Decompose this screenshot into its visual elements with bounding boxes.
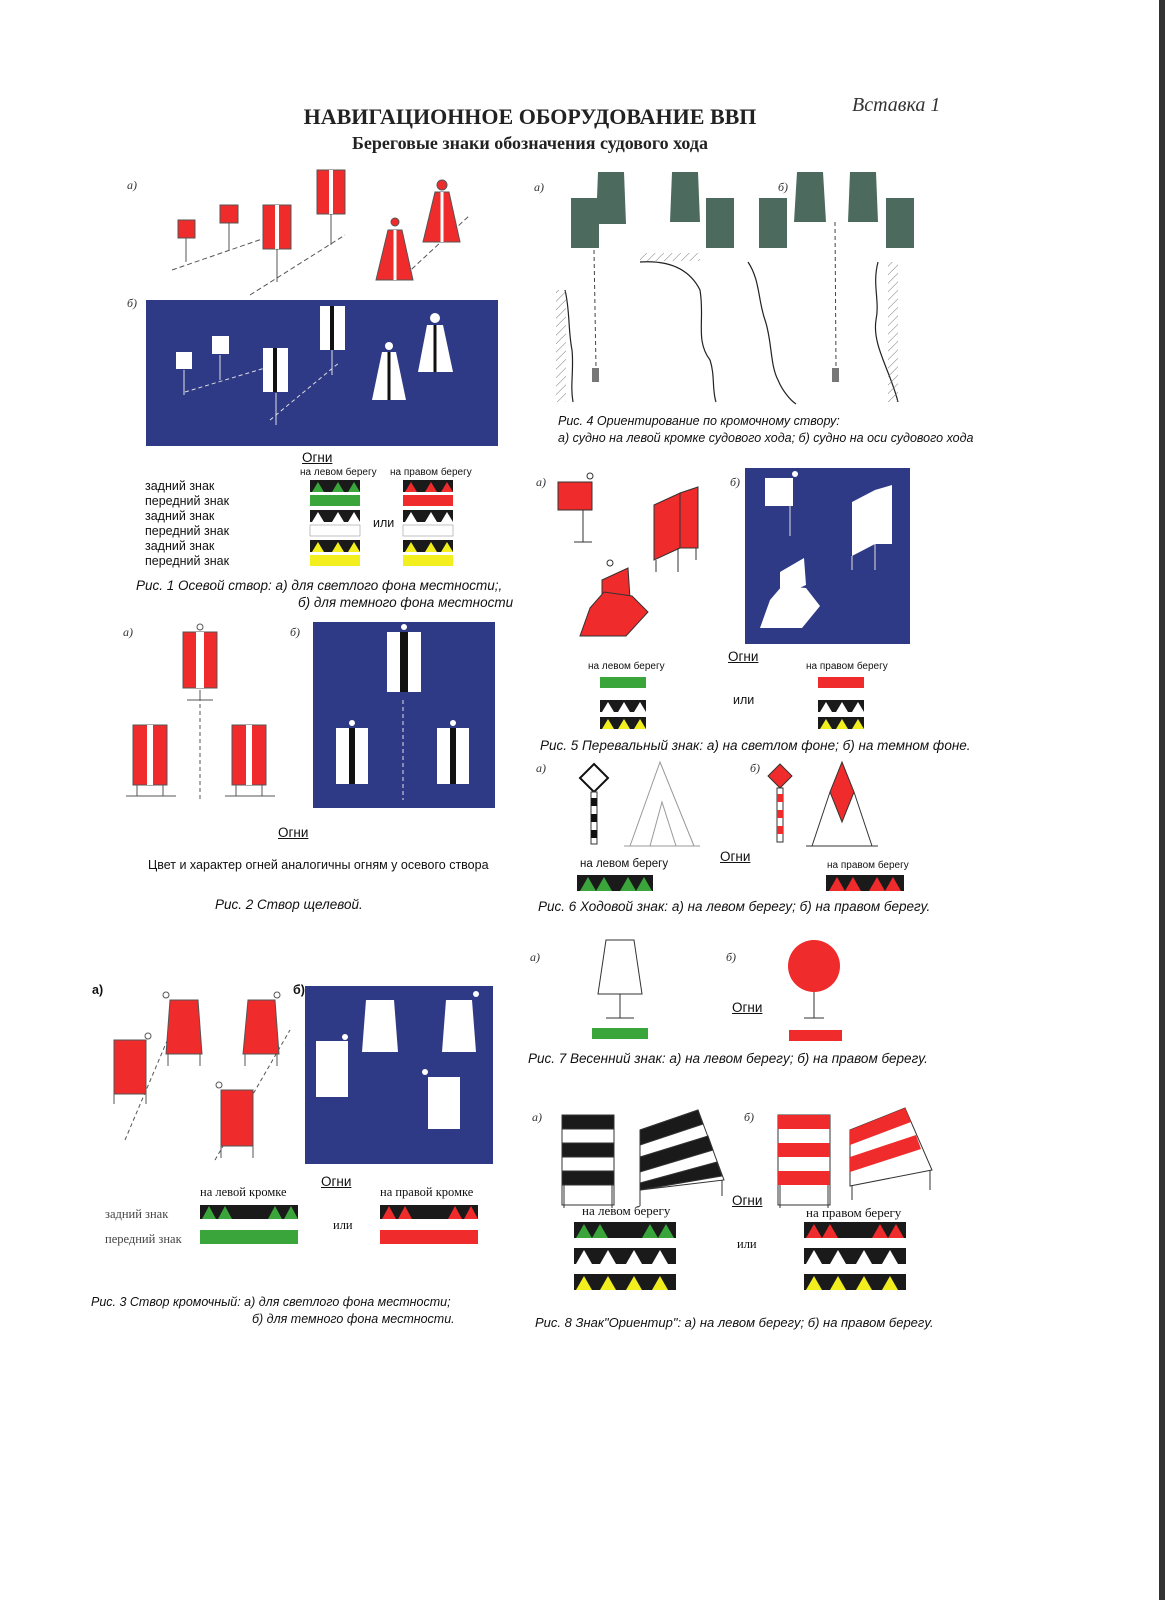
page-subtitle: Береговые знаки обозначения судового хода (351, 133, 709, 153)
fig1a-signs (172, 170, 470, 295)
fig5a-signs (558, 473, 698, 636)
fig2-ogni: Огни (278, 825, 309, 840)
fig3-left-edge: на левой кромке (200, 1185, 287, 1199)
fig1-right-bank: на правом берегу (390, 467, 472, 478)
fig3-label-b: б) (293, 983, 305, 997)
insert-label: Вставка 1 (852, 94, 941, 116)
fig4-caption-2: а) судно на левой кромке судового хода; б) судно на оси судового хода (558, 431, 974, 445)
page-title: НАВИГАЦИОННОЕ ОБОРУДОВАНИЕ ВВП (303, 104, 757, 129)
fig8-left-bank: на левом берегу (582, 1203, 671, 1218)
fig8-right-bank: на правом берегу (806, 1205, 902, 1220)
fig3-row-1: задний знак (105, 1207, 169, 1221)
fig5-ogni: Огни (728, 649, 759, 664)
fig5-label-b: б) (730, 475, 741, 489)
fig2b-night (313, 622, 495, 808)
fig3-row-2: передний знак (105, 1232, 182, 1246)
fig1-caption-2: б) для темного фона местности (298, 595, 514, 610)
fig3a-signs (114, 992, 290, 1160)
fig8-label-b: б) (744, 1110, 755, 1124)
fig6-left-bank: на левом берегу (580, 858, 669, 870)
fig5-or: или (733, 693, 755, 707)
fig5-lights (600, 677, 864, 729)
fig5-caption: Рис. 5 Перевальный знак: а) на светлом фоне; б) на темном фоне. (540, 738, 971, 753)
fig7-signs (592, 940, 842, 1041)
fig2-caption: Рис. 2 Створ щелевой. (215, 897, 363, 912)
fig3-caption-1: Рис. 3 Створ кромочный: а) для светлого фона местности; (91, 1295, 451, 1309)
fig6-label-a: а) (536, 761, 546, 775)
fig1-label-b: б) (127, 296, 138, 310)
fig7-ogni: Огни (732, 1000, 763, 1015)
fig1-label-a: а) (127, 178, 137, 192)
fig1-row-2: передний знак (145, 494, 230, 508)
fig5-left-bank: на левом берегу (588, 661, 665, 672)
fig5-label-a: а) (536, 475, 546, 489)
fig8-ogni: Огни (732, 1193, 763, 1208)
fig6-caption: Рис. 6 Ходовой знак: а) на левом берегу; б) на правом берегу. (538, 899, 931, 914)
fig8-or: или (737, 1237, 757, 1251)
fig3-caption-2: б) для темного фона местности. (252, 1312, 455, 1326)
fig3-right-edge: на правой кромке (380, 1185, 474, 1199)
fig3-or: или (333, 1218, 353, 1232)
fig8-lights (574, 1222, 906, 1290)
fig2-label-b: б) (290, 625, 301, 639)
fig5-right-bank: на правом берегу (806, 661, 888, 672)
fig6-signs (580, 762, 878, 846)
fig1-row-6: передний знак (145, 554, 230, 568)
fig1-or: или (373, 516, 395, 530)
fig8-label-a: а) (532, 1110, 542, 1124)
fig4-label-a: а) (534, 180, 544, 194)
fig1b-night (146, 300, 498, 446)
fig3-label-a: а) (92, 983, 104, 997)
fig6-lights (577, 875, 904, 891)
fig1-row-5: задний знак (145, 539, 215, 553)
fig1-row-1: задний знак (145, 479, 215, 493)
fig4-caption-1: Рис. 4 Ориентирование по кромочному створу: (558, 414, 840, 428)
fig5b-night (745, 468, 910, 644)
fig3-ogni: Огни (321, 1174, 352, 1189)
fig6-right-bank: на правом берегу (827, 860, 909, 871)
fig1-caption-1: Рис. 1 Осевой створ: а) для светлого фона местности;, (136, 578, 503, 593)
fig6-ogni: Огни (720, 849, 751, 864)
fig7-label-b: б) (726, 950, 737, 964)
fig2-note: Цвет и характер огней аналогичны огням у осевого створа (148, 858, 489, 872)
fig1-ogni: Огни (302, 450, 333, 465)
fig2a-signs (126, 624, 275, 800)
fig1-left-bank: на левом берегу (300, 467, 377, 478)
fig7-label-a: а) (530, 950, 540, 964)
fig8-caption: Рис. 8 Знак"Ориентир": а) на левом берегу; б) на правом берегу. (535, 1315, 934, 1330)
fig3b-night (305, 986, 493, 1164)
fig4-label-b: б) (778, 180, 789, 194)
fig1-row-4: передний знак (145, 524, 230, 538)
fig4-diagrams (556, 172, 914, 404)
fig6-label-b: б) (750, 761, 761, 775)
fig1-row-3: задний знак (145, 509, 215, 523)
fig2-label-a: а) (123, 625, 133, 639)
fig7-caption: Рис. 7 Весенний знак: а) на левом берегу; б) на правом берегу. (528, 1051, 928, 1066)
